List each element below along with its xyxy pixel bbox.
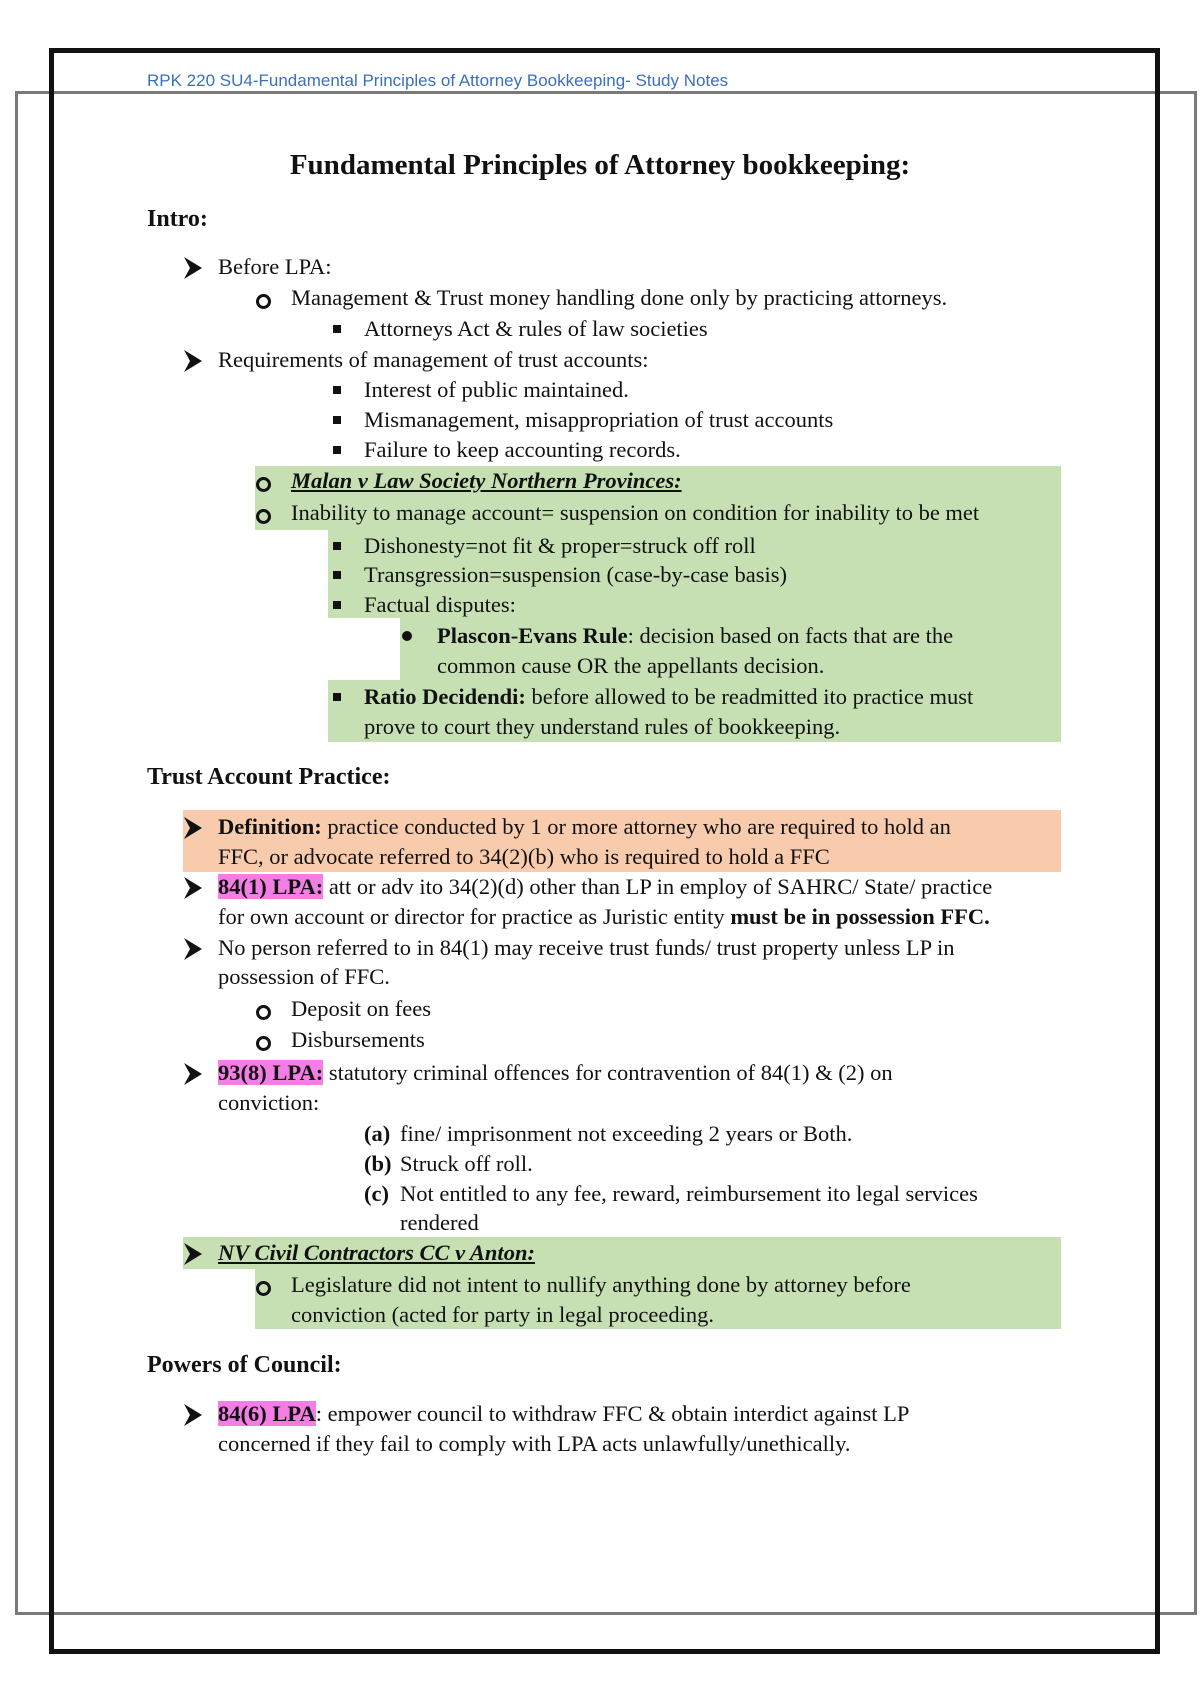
section-84-1-emphasis: must be in possession FFC. — [730, 904, 990, 929]
arrow-bullet-icon — [183, 937, 203, 961]
plascon-evans-label: Plascon-Evans Rule — [437, 623, 628, 648]
item-c-text-cont: rendered — [400, 1210, 479, 1235]
section-93-8-text-cont: conviction: — [218, 1090, 320, 1115]
malan-case-title: Malan v Law Society Northern Provinces: — [291, 468, 682, 493]
section-93-8-label: 93(8) LPA: — [218, 1060, 324, 1085]
ratio-decidendi-text — [364, 682, 973, 712]
circle-bullet-icon — [256, 1005, 271, 1020]
item-c-label: (c) — [364, 1181, 389, 1206]
transgression-text: Transgression=suspension (case-by-case basis) — [364, 562, 788, 587]
section-84-6-text-cont: concerned if they fail to comply with LPA acts unlawfully/unethically. — [218, 1431, 851, 1456]
arrow-bullet-icon — [183, 1062, 203, 1086]
section-84-1-text — [218, 872, 992, 902]
ratio-decidendi-desc: before allowed to be readmitted ito practice must — [525, 684, 974, 709]
ratio-decidendi-text-cont: prove to court they understand rules of bookkeeping. — [364, 714, 841, 739]
square-bullet-icon — [333, 386, 341, 394]
definition-text — [218, 812, 951, 842]
dot-bullet-icon — [402, 631, 412, 641]
circle-bullet-icon — [256, 1036, 271, 1051]
trust-heading: Trust Account Practice: — [147, 764, 391, 790]
arrow-bullet-icon — [183, 349, 203, 373]
definition-desc: practice conducted by 1 or more attorney who are required to hold an — [321, 814, 951, 839]
nv-civil-case-title: NV Civil Contractors CC v Anton: — [218, 1240, 535, 1265]
council-heading: Powers of Council: — [147, 1352, 342, 1378]
item-c-text: Not entitled to any fee, reward, reimbursement ito legal services — [400, 1181, 978, 1206]
arrow-bullet-icon — [183, 816, 203, 840]
square-bullet-icon — [333, 693, 341, 701]
requirements-text: Requirements of management of trust accounts: — [218, 347, 649, 372]
ratio-decidendi-label: Ratio Decidendi: — [364, 684, 526, 709]
no-person-text: No person referred to in 84(1) may receive trust funds/ trust property unless LP in — [218, 935, 955, 960]
inability-text: Inability to manage account= suspension on condition for inability to be met — [291, 500, 980, 525]
dishonesty-text: Dishonesty=not fit & proper=struck off roll — [364, 533, 756, 558]
section-84-1-desc-cont: for own account or director for practice as Juristic entity — [218, 904, 731, 929]
intro-heading: Intro: — [147, 206, 208, 232]
section-84-1-desc: att or adv ito 34(2)(d) other than LP in employ of SAHRC/ State/ practice — [323, 874, 993, 899]
requirement-item: Mismanagement, misappropriation of trust accounts — [364, 407, 834, 432]
running-header: RPK 220 SU4-Fundamental Principles of Attorney Bookkeeping- Study Notes — [147, 71, 729, 90]
item-a-text: fine/ imprisonment not exceeding 2 years or Both. — [400, 1121, 853, 1146]
square-bullet-icon — [333, 446, 341, 454]
attorneys-act-text: Attorneys Act & rules of law societies — [364, 316, 708, 341]
section-93-8-text — [218, 1058, 893, 1088]
requirement-item: Interest of public maintained. — [364, 377, 629, 402]
square-bullet-icon — [333, 325, 341, 333]
item-a-label: (a) — [364, 1121, 391, 1146]
legislature-text-cont: conviction (acted for party in legal proceeding. — [291, 1302, 714, 1327]
circle-bullet-icon — [256, 509, 271, 524]
requirement-item: Failure to keep accounting records. — [364, 437, 681, 462]
section-84-6-desc: : empower council to withdraw FFC & obtain interdict against LP — [315, 1401, 910, 1426]
definition-text-cont: FFC, or advocate referred to 34(2)(b) who is required to hold a FFC — [218, 844, 830, 869]
circle-bullet-icon — [256, 1281, 271, 1296]
arrow-bullet-icon — [183, 256, 203, 280]
no-person-text-cont: possession of FFC. — [218, 964, 390, 989]
page-title: Fundamental Principles of Attorney bookkeeping: — [289, 149, 911, 181]
square-bullet-icon — [333, 542, 341, 550]
disbursements-text: Disbursements — [291, 1027, 425, 1052]
square-bullet-icon — [333, 571, 341, 579]
plascon-evans-text-cont: common cause OR the appellants decision. — [437, 653, 825, 678]
arrow-bullet-icon — [183, 1242, 203, 1266]
section-84-1-label: 84(1) LPA: — [218, 874, 324, 899]
before-lpa-text: Before LPA: — [218, 254, 332, 279]
legislature-text: Legislature did not intent to nullify anything done by attorney before — [291, 1272, 911, 1297]
item-b-text: Struck off roll. — [400, 1151, 533, 1176]
plascon-evans-text — [437, 621, 953, 651]
item-b-label: (b) — [364, 1151, 392, 1176]
factual-text: Factual disputes: — [364, 592, 516, 617]
plascon-evans-desc: : decision based on facts that are the — [627, 623, 954, 648]
arrow-bullet-icon — [183, 876, 203, 900]
circle-bullet-icon — [256, 294, 271, 309]
section-84-1-text-cont — [218, 902, 990, 932]
square-bullet-icon — [333, 416, 341, 424]
section-93-8-desc: statutory criminal offences for contravention of 84(1) & (2) on — [323, 1060, 893, 1085]
square-bullet-icon — [333, 601, 341, 609]
definition-label: Definition: — [218, 814, 322, 839]
deposit-text: Deposit on fees — [291, 996, 431, 1021]
section-84-6-text — [218, 1399, 909, 1429]
management-text: Management & Trust money handling done only by practicing attorneys. — [291, 285, 948, 310]
arrow-bullet-icon — [183, 1403, 203, 1427]
circle-bullet-icon — [256, 477, 271, 492]
section-84-6-label: 84(6) LPA — [218, 1401, 316, 1426]
